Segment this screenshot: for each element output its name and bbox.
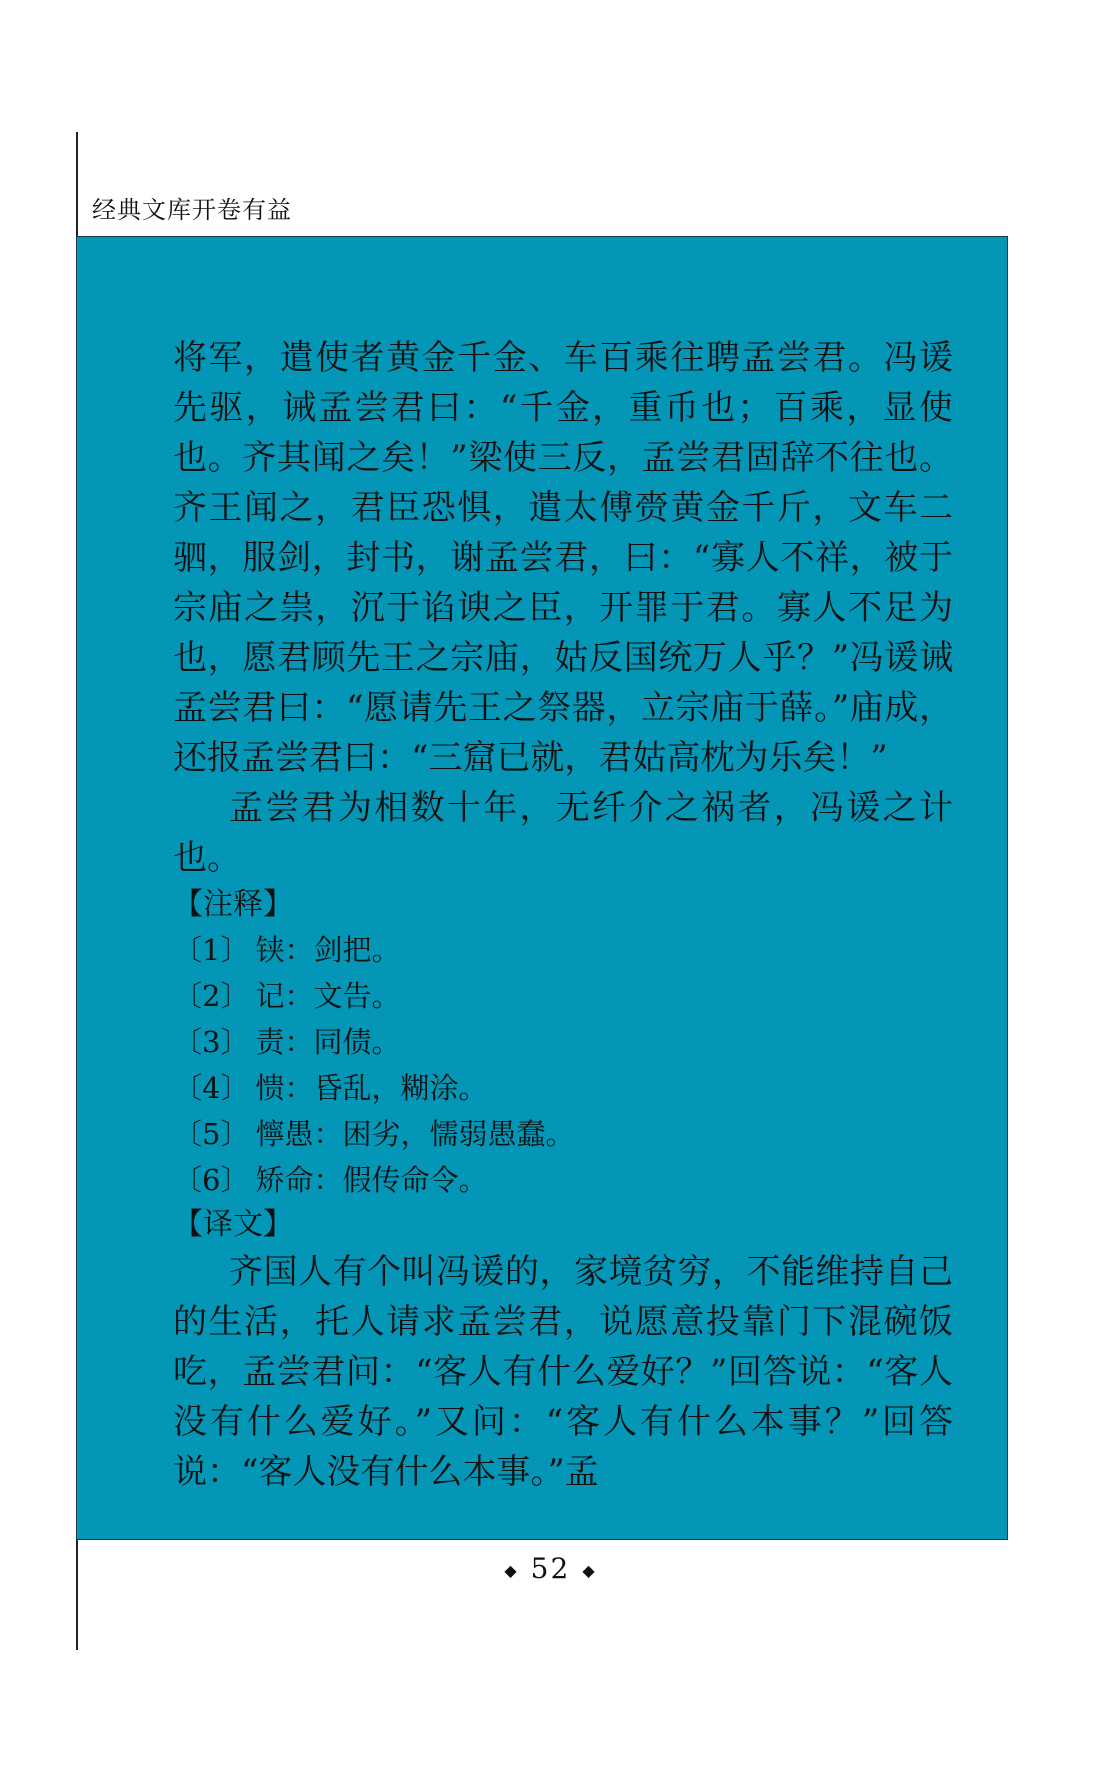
note-number: 〔5〕 <box>173 1117 250 1151</box>
note-text: 矫命：假传命令。 <box>255 1163 488 1197</box>
content-panel <box>76 236 1008 1540</box>
notes-heading: 【注释】 <box>173 887 293 922</box>
note-text: 记：文告。 <box>255 979 401 1013</box>
note-number: 〔2〕 <box>173 979 250 1013</box>
note-item-3 <box>173 1019 953 1065</box>
translation-heading: 【译文】 <box>173 1207 293 1242</box>
note-text: 责：同债。 <box>255 1025 401 1059</box>
note-item-1 <box>173 927 953 973</box>
note-number: 〔1〕 <box>173 933 250 967</box>
note-text: 铗：剑把。 <box>255 933 401 967</box>
note-item-2 <box>173 973 953 1019</box>
note-item-6 <box>173 1157 953 1203</box>
note-text: 懧愚：困劣，懦弱愚蠢。 <box>255 1117 575 1151</box>
note-text: 愦：昏乱，糊涂。 <box>255 1071 488 1105</box>
page-number <box>0 1552 1101 1585</box>
note-number: 〔4〕 <box>173 1071 250 1105</box>
passage-paragraph-1: 将军，遣使者黄金千金、车百乘往聘孟尝君。冯谖先驱，诫孟尝君曰：“千金，重币也；百乘，显使也。齐其闻之矣！”梁使三反，孟尝君固辞不往也。齐王闻之，君臣恐惧，遣太傅赍黄金千斤，文车二驷，服剑，封书，谢孟尝君，曰：“寡人不祥，被于宗庙之祟，沉于谄谀之臣，开罪于君。寡人不足为也，愿君顾先王之宗庙，姑反国统万人乎？”冯谖诫孟尝君曰：“愿请先王之祭器，立宗庙于薛。”庙成，还报孟尝君曰：“三窟已就，君姑高枕为乐矣！” <box>173 338 953 778</box>
note-item-4 <box>173 1065 953 1111</box>
note-number: 〔6〕 <box>173 1163 250 1197</box>
translation-paragraph: 齐国人有个叫冯谖的，家境贫穷，不能维持自己的生活，托人请求孟尝君，说愿意投靠门下混碗饭吃，孟尝君问：“客人有什么爱好？”回答说：“客人没有什么爱好。”又问：“客人有什么本事？”回答说：“客人没有什么本事。”孟 <box>173 1252 953 1492</box>
diamond-ornament-icon: ◆ <box>504 1561 519 1580</box>
note-item-5 <box>173 1111 953 1157</box>
running-head: 经典文库开卷有益 <box>92 196 292 224</box>
passage-paragraph-2: 孟尝君为相数十年，无纤介之祸者，冯谖之计也。 <box>173 788 953 878</box>
body-text <box>173 333 953 1497</box>
page-number-label: 52 <box>530 1552 571 1585</box>
diamond-ornament-icon: ◆ <box>582 1561 597 1580</box>
note-number: 〔3〕 <box>173 1025 250 1059</box>
